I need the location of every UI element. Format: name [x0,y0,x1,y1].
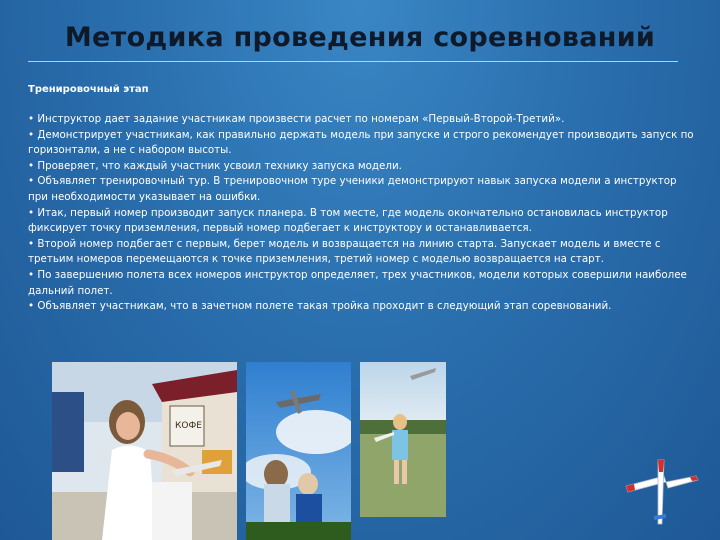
paragraph: • Объявляет тренировочный тур. В тренировочном туре ученики демонстрируют навык запуска модели а инструктор при необходимости указывает на ошибки. [28,175,677,203]
title-divider [28,61,678,62]
girl-launching-photo [52,362,237,540]
paragraph: • Проверяет, что каждый участник усвоил технику запуска модели. [28,159,402,172]
slide-title: Методика проведения соревнований [64,22,656,53]
kids-gliders-photo [246,362,351,540]
glider-model-illustration [618,458,708,528]
section-subtitle: Тренировочный этап [28,84,149,95]
paragraph: • Итак, первый номер производит запуск планера. В том месте, где модель окончательно остановилась инструктор фиксирует точку приземления, первый номер подбегает к инструктору и останавливается. [28,206,668,235]
paragraph: • По завершению полета всех номеров инструктор определяет, трех участников, модели которых совершили наиболее дальний полет. [28,268,687,297]
paragraph: • Демонстрирует участникам, как правильно держать модель при запуске и строго рекомендует производить запуск по горизонтали, а не с набором высоты. [28,128,694,157]
kiosk-sign: КОФЕ [175,421,202,431]
paragraph: • Второй номер подбегает с первым, берет модель и возвращается на линию старта. Запускает модель и вместе с третьим номеров перемещаются к точке приземления, третий номер с моделью возвращается на старт. [28,237,661,266]
paragraph: • Инструктор дает задание участникам произвести расчет по номерам «Первый-Второй-Третий». [28,113,565,125]
paragraph: • Объявляет участникам, что в зачетном полете такая тройка проходит в следующий этап соревнований. [28,300,612,313]
body-text [28,112,696,315]
girl-field-photo [360,362,446,517]
